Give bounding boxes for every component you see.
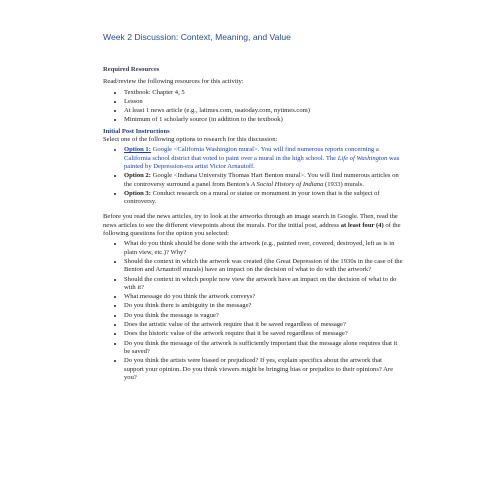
list-item: • Do you think the artists were biased or prejudiced? If yes, explain specifics about the artwork that support your opinion. Do you think viewers might be bringing bias or prejudice to their opinions? Are you?	[124, 357, 403, 382]
options-list	[103, 146, 403, 206]
required-resources-intro: Read/review the following resources for this activity:	[103, 78, 244, 86]
option-2: • Option 2: Google <Indiana University Thomas Hart Benton mural>. You will find numerous articles on the controversy surround a panel from Benton's A Social History of Indiana (1933) murals.	[124, 172, 403, 189]
option-1-link[interactable]: Option 1:	[124, 146, 151, 154]
instructions-paragraph: Before you read the news articles, try to look at the artworks through an image search in Google. Then, read the news articles to see the different viewpoints about the murals. For the initial post, address at least four (4) of the following questions for the option you selected:	[103, 213, 401, 238]
list-item: • What message do you think the artwork conveys?	[124, 293, 403, 301]
document-body	[103, 66, 403, 385]
list-item: • Do you think the message is vague?	[124, 312, 403, 320]
list-item: • Do you think the message of the artwork is sufficiently important that the message alone requires that it be saved?	[124, 340, 403, 357]
list-item: • Textbook: Chapter 4, 5	[124, 89, 403, 97]
required-resources-heading: Required Resources	[103, 66, 160, 73]
list-item: • Do you think there is ambiguity in the message?	[124, 302, 403, 310]
list-item: • At least 1 news article (e.g., latimes.com, usatoday.com, nytimes.com)	[124, 107, 403, 115]
initial-post-heading: Initial Post Instructions	[103, 127, 170, 135]
option-1: • Option 1: Google <California Washington mural>. You will find numerous reports concerning a California school district that voted to paint over a mural in the high school. The Life of Washington was painted by Depression-era artist Victor Arnautoff.	[124, 146, 403, 171]
initial-post-intro: Select one of the following options to research for this discussion:	[103, 136, 278, 144]
list-item: • Lesson	[124, 98, 403, 106]
list-item: • Minimum of 1 scholarly source (in addition to the textbook)	[124, 116, 403, 124]
option-3: • Option 3: Conduct research on a mural or statue or monument in your town that is the subject of controversy.	[124, 190, 403, 207]
page-title: Week 2 Discussion: Context, Meaning, and Value	[103, 32, 291, 42]
questions-list	[103, 240, 403, 382]
list-item: • What do you think should be done with the artwork (e.g., painted over, covered, destroyed, left as is in plain view, etc.)? Why?	[124, 240, 403, 257]
list-item: • Does the historic value of the artwork require that it be saved regardless of message?	[124, 330, 403, 338]
list-item: • Should the context in which people now view the artwork have an impact on the decision of what to do with it?	[124, 276, 403, 293]
resources-list	[103, 89, 403, 125]
list-item: • Should the context in which the artwork was created (the Great Depression of the 1930s in the case of the Benton and Arnautoff murals) have an impact on the decision of what to do with the artwork?	[124, 258, 403, 275]
list-item: • Does the artistic value of the artwork require that it be saved regardless of message?	[124, 321, 403, 329]
